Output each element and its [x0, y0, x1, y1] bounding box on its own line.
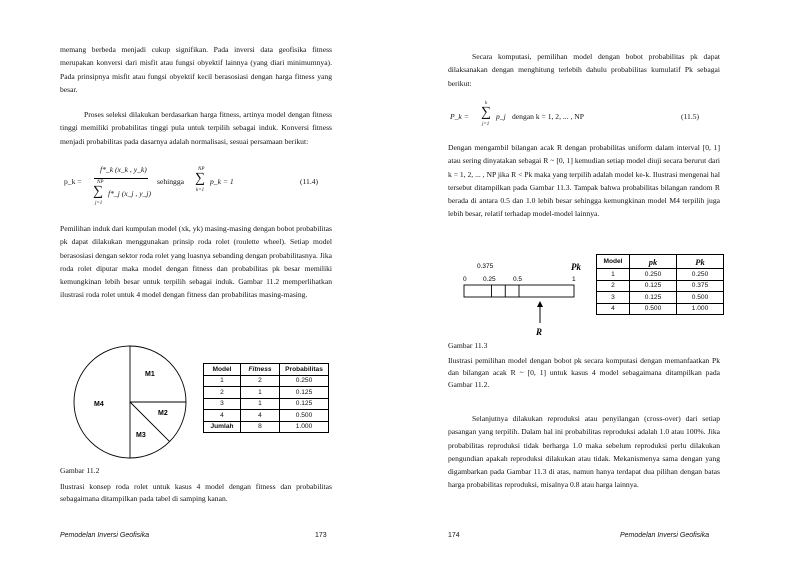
table-cell: 0.500: [630, 303, 677, 315]
table-cell: 1.000: [280, 421, 329, 433]
th-pk-cumulative: Pk: [677, 255, 724, 269]
table-row: [597, 269, 724, 281]
tick-label-1: 1: [572, 276, 576, 283]
table-cell: 2: [597, 280, 630, 292]
left-footer: Pemodelan Inversi Geofisika: [60, 532, 150, 539]
th-fitness: Fitness: [241, 364, 280, 376]
tick-label-0: 0: [463, 276, 467, 283]
cumulative-probability-bar: [457, 255, 597, 340]
bar-label-pk: Pk: [571, 262, 581, 272]
table-row: [597, 303, 724, 315]
right-paragraph-2: Dengan mengambil bilangan acak R dengan probabilitas uniform dalam interval [0, 1] atau sering dinyatakan sebagai R ~ [0, 1] kemudian setiap model diuji secara berurut dari k = 1, 2, ... , NP jika R < Pk maka yang terpilih adalah model ke-k. Ilustrasi mengenai hal tersebut ditampilkan pada Gambar 11.3. Tampak bahwa probabilitas bilangan random R berada di antara 0.5 dan 1.0 lebih besar sehingga kemungkinan model M4 terpilih juga lebih besar, relatif terhadap model-model lainnya.: [448, 143, 720, 219]
fitness-table: [203, 363, 329, 433]
table-row: [204, 375, 329, 387]
table-row: [204, 421, 329, 433]
table-row: [204, 398, 329, 410]
left-paragraph-2: Proses seleksi dilakukan berdasarkan harga fitness, artinya model dengan fitness tinggi memiliki probabilitas tinggi pula untuk terpilih sebagai induk. Konversi fitness menjadi probabilitas pada dasarnya adalah normalisasi, sesuai persamaan berikut:: [60, 110, 332, 146]
eq2-sum-symbol: ∑: [481, 105, 491, 120]
eq-den-sum-top: NP: [97, 180, 104, 185]
table-cell: 2: [204, 387, 241, 399]
table-cell: 3: [204, 398, 241, 410]
table-row: [204, 387, 329, 399]
eq-denominator-term: f*_j (x_j , y_j): [108, 189, 152, 198]
eq2-number: (11.5): [681, 112, 700, 121]
bar-label-0375: 0.375: [477, 263, 494, 270]
eq-sehingga: sehingga: [157, 177, 184, 186]
eq2-sum-bot: j=1: [482, 122, 490, 127]
eq-rhs-term: p_k = 1: [210, 177, 234, 186]
table-cell: 8: [241, 421, 280, 433]
tick-label-025: 0.25: [483, 276, 496, 283]
table-cell: 0.250: [677, 269, 724, 281]
eq-lhs: p_k =: [64, 177, 82, 186]
arrow-label-r: R: [536, 327, 543, 337]
pie-label-m4: M4: [94, 401, 104, 408]
table-row: [204, 410, 329, 422]
table-cell: 3: [597, 292, 630, 304]
table-cell: 4: [597, 303, 630, 315]
pie-label-m3: M3: [136, 432, 146, 439]
pie-label-m1: M1: [145, 371, 155, 378]
table-cell: Jumlah: [204, 421, 241, 433]
right-paragraph-1: Secara komputasi, pemilihan model dengan bobot probabilitas pk dapat dilaksanakan dengan menghitung terlebih dahulu probabilitas kumulatif Pk sebagai berikut:: [448, 52, 720, 88]
equation-number: (11.4): [300, 177, 319, 186]
eq-numerator: f*_k (x_k , y_k): [100, 165, 147, 174]
right-paragraph-3: Selanjutnya dilakukan reproduksi atau penyilangan (cross-over) dari setiap pasangan yang terpilih. Dalam hal ini probabilitas reproduksi adalah 1.0 atau 100%. Jika probabilitas reproduksi tidak berharga 1.0 maka sebelum reproduksi perlu dilakukan pengundian apakah reproduksi dilakukan atau tidak. Mekanismenya sama dengan yang digambarkan pada Gambar 11.3 di atas, namun hanya terdapat dua pilihan dengan batas harga probabilitas reproduksi, misalnya 0.8 atau harga lainnya.: [448, 414, 720, 490]
table-cell: 0.125: [630, 292, 677, 304]
right-footer: Pemodelan Inversi Geofisika: [620, 532, 710, 539]
th-model-2: Model: [597, 255, 630, 269]
eq-den-sum-bot: j=1: [95, 201, 103, 206]
sum-symbol: ∑: [93, 184, 103, 199]
left-paragraph-3: Pemilihan induk dari kumpulan model (xk, yk) masing-masing dengan bobot probabilitas pk dapat dilakukan menggunakan prinsip roda rolet (roulette wheel). Setiap model berasosiasi dengan sektor roda rolet yang luasnya sebanding dengan probabilitasnya. Jika roda rolet diputar maka model dengan fitness dan probabilitas pk besar memiliki kemungkinan lebih besar untuk terpilih sebagai induk. Gambar 11.2 memperlihatkan ilustrasi roda rolet untuk 4 model dengan fitness dan probabilitas masing-masing.: [60, 224, 332, 300]
pie-label-m2: M2: [158, 410, 168, 417]
figure-11-2-label: Gambar 11.2: [60, 466, 100, 475]
left-paragraph-1: memang berbeda menjadi cukup signifikan. Pada inversi data geofisika fitness merupakan konversi dari misfit atau fungsi obyektif lainnya (yang diari minimumnya). Pada prinsipnya misfit atau fungsi obyektif kecil berasosiasi dengan harga fitness yang besar.: [60, 45, 332, 94]
eq-rhs-sum-bot: k=1: [196, 188, 205, 193]
table-cell: 4: [204, 410, 241, 422]
table-cell: 0.125: [280, 387, 329, 399]
table-cell: 1: [597, 269, 630, 281]
arrow-head: [537, 301, 543, 307]
figure-11-3-caption: Ilustrasi pemilihan model dengan bobot pk secara komputasi dengan memanfaatkan Pk dan bilangan acak R ~ [0, 1] untuk kasus 4 model sebagaimana ditampilkan pada Gambar 11.2.: [448, 356, 720, 389]
left-page-number: 173: [315, 532, 327, 539]
th-model: Model: [204, 364, 241, 376]
table-cell: 0.500: [280, 410, 329, 422]
figure-11-2-caption: Ilustrasi konsep roda rolet untuk kasus 4 model dengan fitness dan probabilitas sebagaimana ditampilkan pada tabel di samping kanan.: [60, 482, 332, 503]
table-cell: 1: [241, 398, 280, 410]
sum-symbol-2: ∑: [195, 171, 205, 186]
cumulative-table: [596, 254, 724, 315]
table-cell: 0.375: [677, 280, 724, 292]
table-cell: 0.250: [280, 375, 329, 387]
right-page: [400, 0, 800, 565]
roulette-wheel-pie: [64, 343, 196, 461]
table-cell: 0.125: [280, 398, 329, 410]
table-cell: 0.500: [677, 292, 724, 304]
eq2-term: p_j: [496, 112, 506, 121]
table-cell: 1: [241, 387, 280, 399]
eq2-condition: dengan k = 1, 2, ... , NP: [512, 112, 584, 121]
th-probabilitas: Probabilitas: [280, 364, 329, 376]
table-cell: 4: [241, 410, 280, 422]
fraction-bar: [94, 178, 148, 179]
tick-label-05: 0.5: [513, 276, 523, 283]
table-cell: 0.250: [630, 269, 677, 281]
eq2-lhs: P_k =: [450, 112, 469, 121]
th-pk-small: pk: [630, 255, 677, 269]
table-cell: 1.000: [677, 303, 724, 315]
figure-11-3-label: Gambar 11.3: [448, 341, 488, 350]
table-cell: 0.125: [630, 280, 677, 292]
table-row: [597, 292, 724, 304]
right-page-number: 174: [448, 532, 460, 539]
table-cell: 1: [204, 375, 241, 387]
eq-rhs-sum-top: NP: [198, 167, 205, 172]
eq2-sum-top: k: [485, 101, 488, 106]
table-row: [597, 280, 724, 292]
table-cell: 2: [241, 375, 280, 387]
